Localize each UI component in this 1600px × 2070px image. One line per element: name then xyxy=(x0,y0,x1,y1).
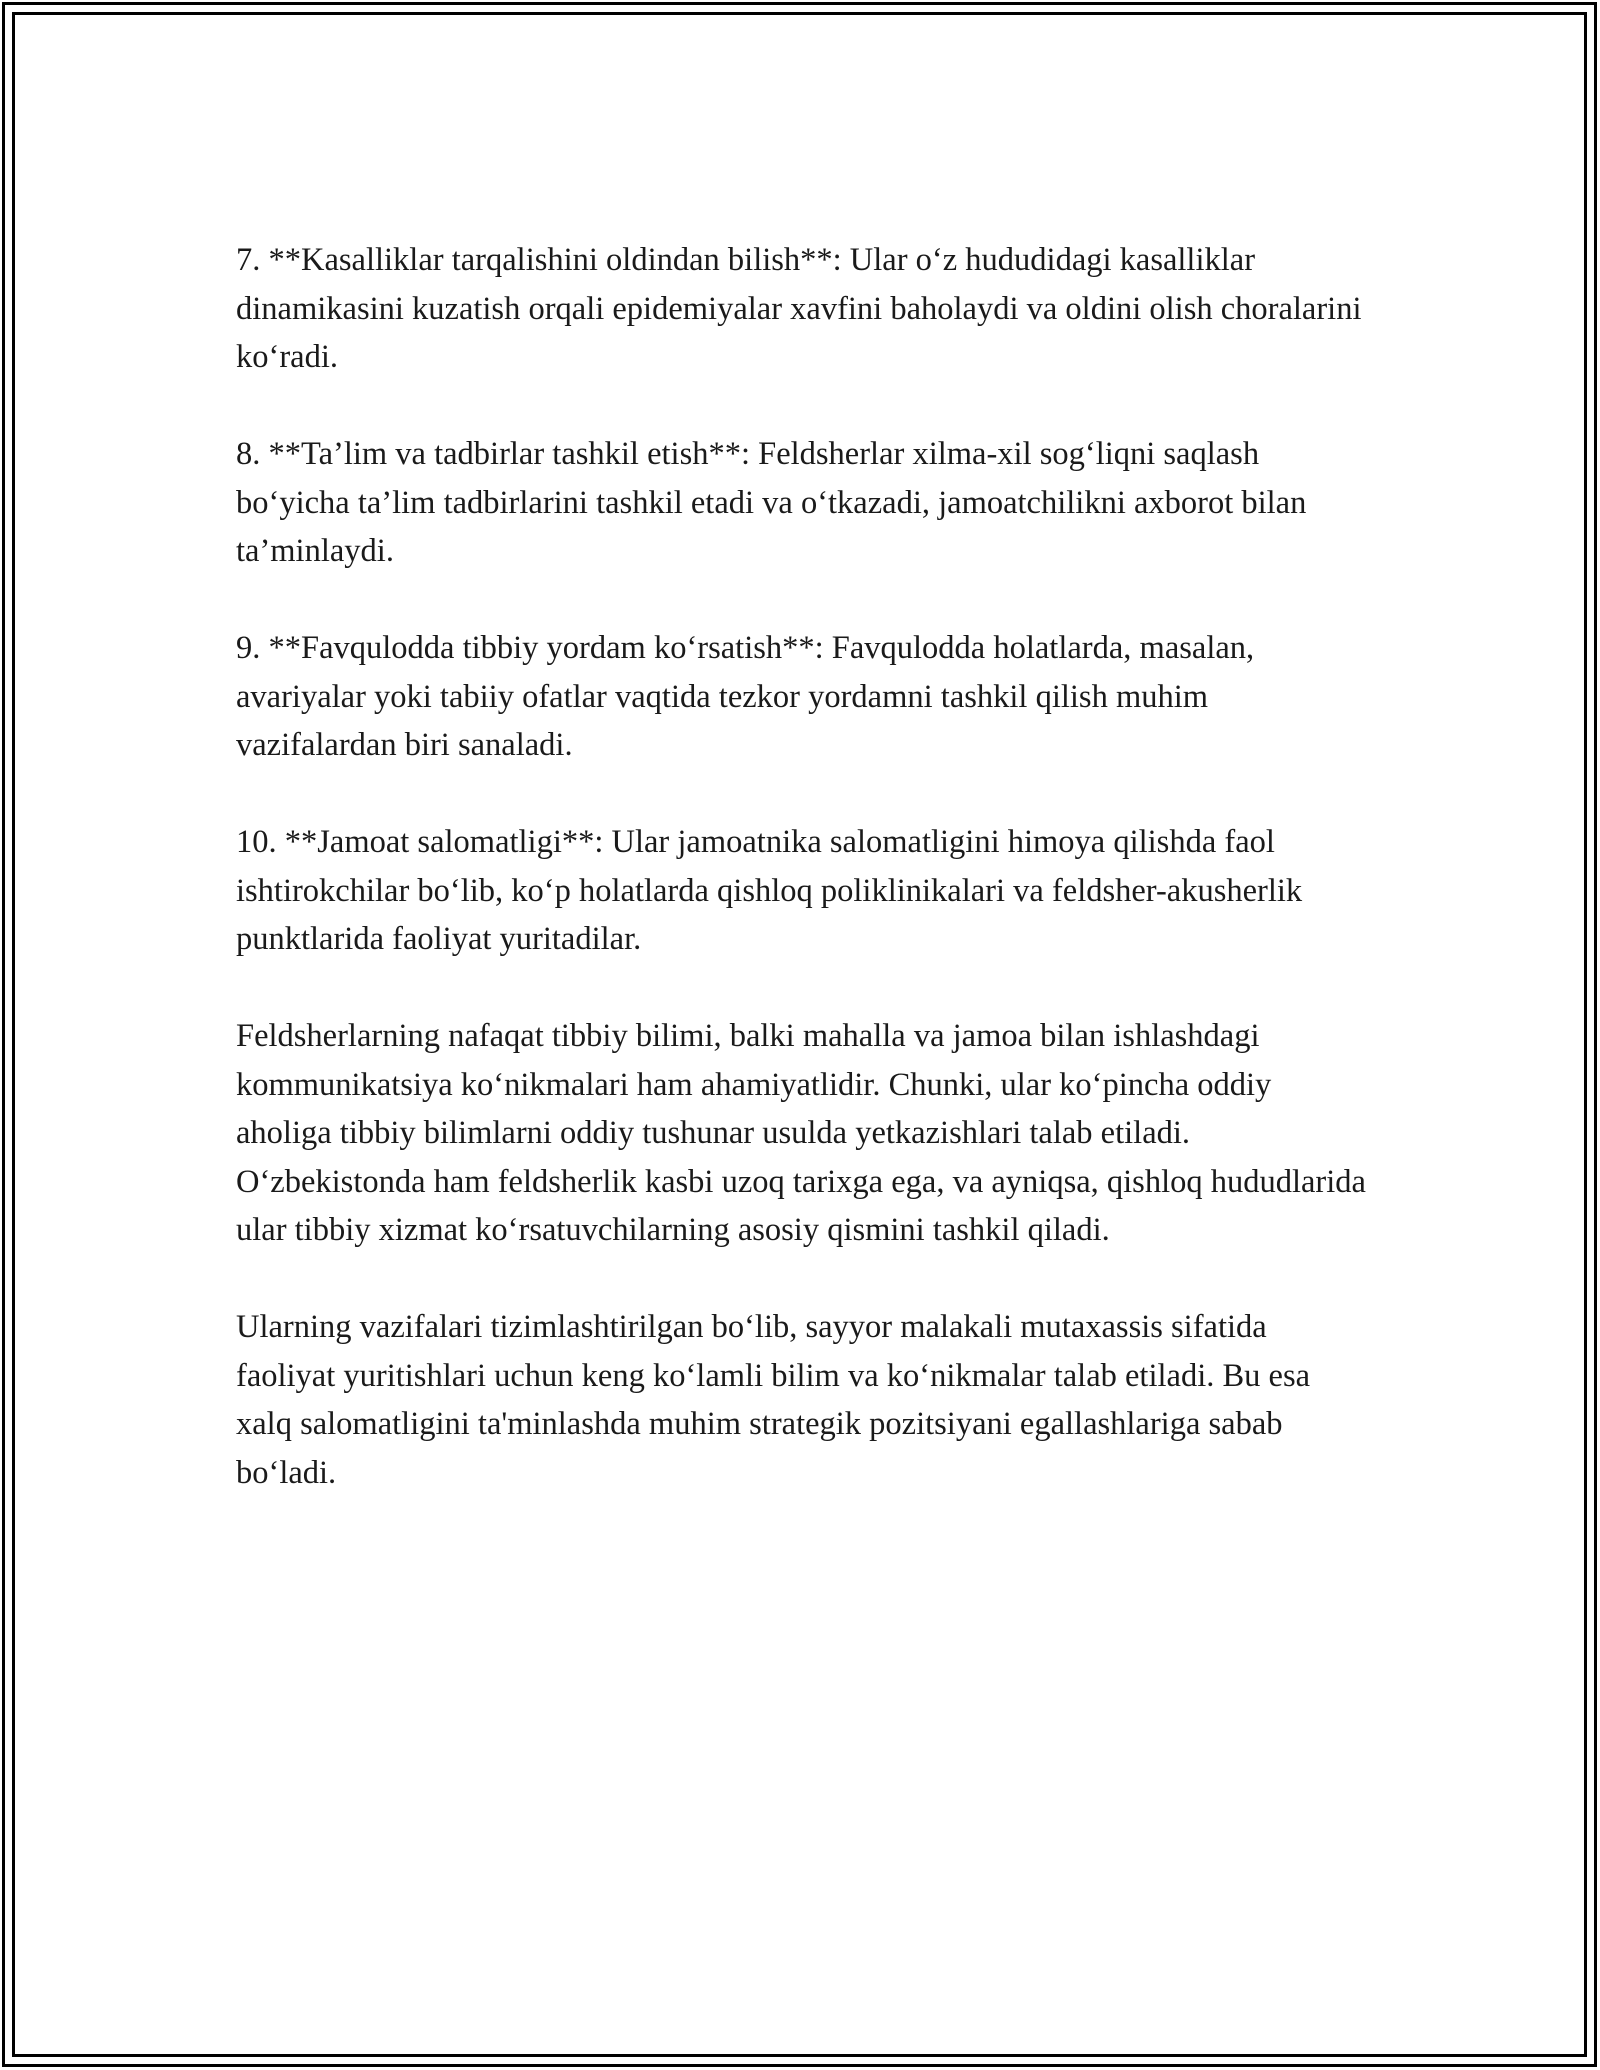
list-item-7: 7. **Kasalliklar tarqalishini oldindan bilish**: Ular o‘z hududidagi kasalliklar dinamikasini kuzatish orqali epidemiyalar xavfini baholaydi va oldini olish choralarini ko‘radi. xyxy=(236,242,1362,375)
list-item-10: 10. **Jamoat salomatligi**: Ular jamoatnika salomatligini himoya qilishda faol ishtirokchilar bo‘lib, ko‘p holatlarda qishloq poliklinikalari va feldsher-akusherlik punktlarida faoliyat yuritadilar. xyxy=(236,824,1303,957)
document-body xyxy=(236,236,1366,1546)
body-paragraph-conclusion: Ularning vazifalari tizimlashtirilgan bo‘lib, sayyor malakali mutaxassis sifatida faoliyat yuritishlari uchun keng ko‘lamli bilim va ko‘nikmalar talab etiladi. Bu esa xalq salomatligini ta'minlashda muhim strategik pozitsiyani egallashlariga sabab bo‘ladi. xyxy=(236,1309,1311,1491)
list-item-8: 8. **Ta’lim va tadbirlar tashkil etish**: Feldsherlar xilma-xil sog‘liqni saqlash bo‘yicha ta’lim tadbirlarini tashkil etadi va o‘tkazadi, jamoatchilikni axborot bilan ta’minlaydi. xyxy=(236,436,1307,569)
list-item-9: 9. **Favqulodda tibbiy yordam ko‘rsatish**: Favqulodda holatlarda, masalan, avariyalar yoki tabiiy ofatlar vaqtida tezkor yordamni tashkil qilish muhim vazifalardan biri sanaladi. xyxy=(236,630,1255,763)
body-paragraph-feldsher-skills: Feldsherlarning nafaqat tibbiy bilimi, balki mahalla va jamoa bilan ishlashdagi kommunikatsiya ko‘nikmalari ham ahamiyatlidir. Chunki, ular ko‘pincha oddiy aholiga tibbiy bilimlarni oddiy tushunar usulda yetkazishlari talab etiladi. O‘zbekistonda ham feldsherlik kasbi uzoq tarixga ega, va ayniqsa, qishloq hududlarida ular tibbiy xizmat ko‘rsatuvchilarning asosiy qismini tashkil qiladi. xyxy=(236,1018,1366,1248)
